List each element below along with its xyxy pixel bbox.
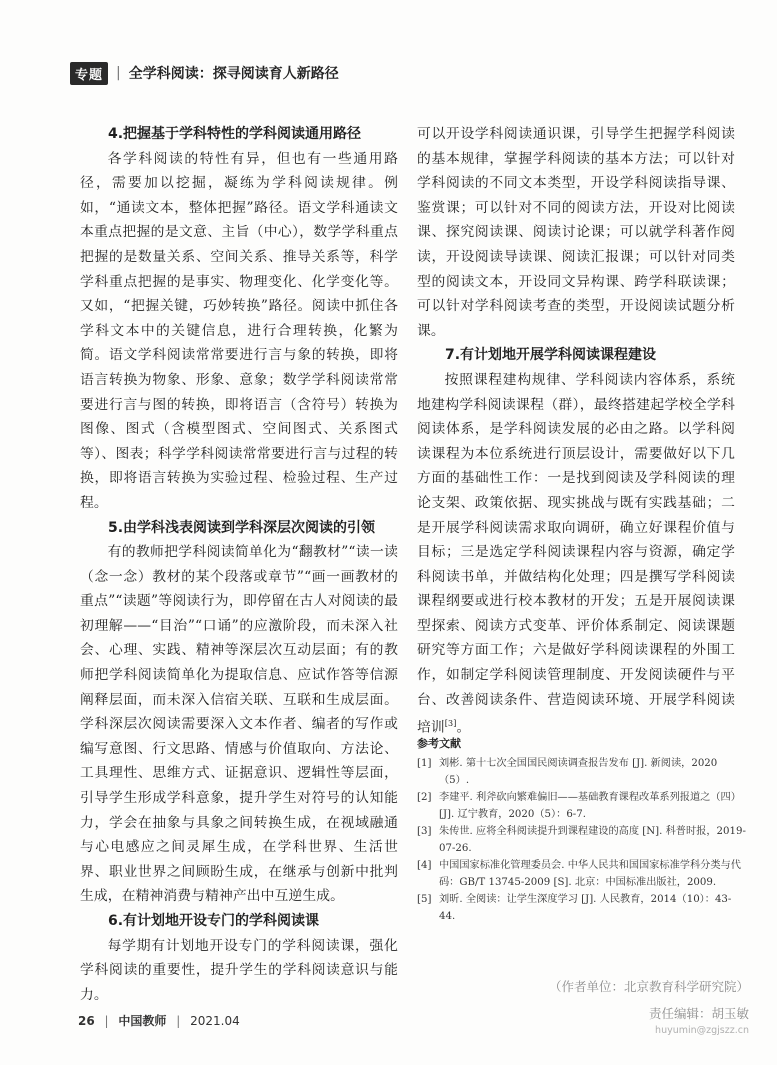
reference-item [417,857,747,891]
paragraph-7: 按照课程建构规律、学科阅读内容体系，系统地建构学科阅读课程（群），最终搭建起学校全学科阅读体系，是学科阅读发展的必由之路。以学科阅读课程为本位系统进行顶层设计，需要做好以下几方面的基础性工作：一是找到阅读及学科阅读的理论支架、政策依据、现实挑战与既有实践基础；二是开展学科阅读需求取向调研，确立好课程价值与目标；三是选定学科阅读课程内容与资源，确定学科阅读书单，并做结构化处理；四是撰写学科阅读课程纲要或进行校本教材的开发；五是开展阅读课型探索、阅读方式变革、评价体系制定、阅读课题研究等方面工作；六是做好学科阅读课程的外围工作，如制定学科阅读管理制度、开发阅读硬件与平台、改善阅读条件、营造阅读环境、开展学科阅读培训[3]。 [417,371,735,736]
reference-number: [4] [417,860,432,871]
header-separator: | [116,65,121,81]
reference-text: 刘昕. 全阅读：让学生深度学习 [J]. 人民教育，2014（10）：43-44. [439,894,732,922]
paragraph-7-text: 按照课程建构规律、学科阅读内容体系，系统地建构学科阅读课程（群），最终搭建起学校全学科阅读体系，是学科阅读发展的必由之路。以学科阅读课程为本位系统进行顶层设计，需要做好以下几方面的基础性工作：一是找到阅读及学科阅读的理论支架、政策依据、现实挑战与既有实践基础；二是开展学科阅读需求取向调研，确立好课程价值与目标；三是选定学科阅读课程内容与资源，确定学科阅读书单，并做结构化处理；四是撰写学科阅读课程纲要或进行校本教材的开发；五是开展阅读课型探索、阅读方式变革、评价体系制定、阅读课题研究等方面工作；六是做好学科阅读课程的外围工作，如制定学科阅读管理制度、开发阅读硬件与平台、改善阅读条件、营造阅读环境、开展学科阅读培训 [417,371,735,736]
editor-email: huyumin@zgjszz.cn [655,1025,749,1036]
paragraph-5: 有的教师把学科阅读简单化为“翻教材”“读一读（念一念）教材的某个段落或章节”“画一画教材的重点”“读题”等阅读行为，即停留在古人对阅读的最初理解——“目治”“口诵”的应激阶段，而未深入社会、心理、实践、精神等深层次互动层面；有的教师把学科阅读简单化为提取信息、应试作答等信源阐释层面，而未深入信宿关联、互联和生成层面。学科深层次阅读需要深入文本作者、编者的写作或编写意图、行文思路、情感与价值取向、方法论、工具理性、思维方式、证据意识、逻辑性等层面，引导学生形成学科意象，提升学生对符号的认知能力，学会在抽象与具象之间转换生成，在视域融通与心电感应之间灵犀生成，在学科世界、生活世界、职业世界之间顾盼生成，在继承与创新中批判生成，在精神消费与精神产出中互逆生成。 [80,544,398,905]
reference-item [417,823,747,857]
paragraph-4: 各学科阅读的特性有异，但也有一些通用路径，需要加以挖掘，凝练为学科阅读规律。例如，“通读文本，整体把握”路径。语文学科通读文本重点把握的是文意、主旨（中心），数学学科重点把握的是数量关系、空间关系、推导关系等，科学学科重点把握的是事实、物理变化、化学变化等。又如，“把握关键，巧妙转换”路径。阅读中抓住各学科文本中的关键信息，进行合理转换，化繁为简。语文学科阅读常常要进行言与象的转换，即将语言转换为物象、形象、意象；数学学科阅读常常要进行言与图的转换，即将语言（含符号）转换为图像、图式（含模型图式、空间图式、关系图式等）、图表；科学学科阅读常常要进行言与过程的转换，即将语言转换为实验过程、检验过程、生产过程。 [80,150,398,511]
references-title: 参考文献 [417,737,461,750]
reference-number: [5] [417,894,432,905]
reference-item [417,891,747,925]
section-badge: 专题 [70,62,108,85]
right-column [417,122,735,740]
left-column [80,122,398,1007]
reference-text: 刘彬. 第十七次全国国民阅读调查报告发布 [J]. 新阅读，2020（5）. [439,758,718,786]
journal-name: 中国教师 [118,1014,167,1028]
reference-item [417,789,747,823]
citation-mark: [3] [444,719,457,729]
reference-text: 朱传世. 应将全科阅读提升到课程建设的高度 [N]. 科普时报，2019-07-26. [439,826,746,854]
reference-number: [2] [417,792,432,803]
references [417,735,747,925]
section-heading-4: 4.把握基于学科特性的学科阅读通用路径 [108,126,362,142]
reference-text: 李建平. 利斧砍向繁难偏旧——基础教育课程改革系列报道之（四）[J]. 辽宁教育，2020（5）：6-7. [439,792,741,820]
reference-number: [1] [417,758,432,769]
section-heading-7: 7.有计划地开展学科阅读课程建设 [445,347,657,364]
responsible-editor: 责任编辑：胡玉敏 [648,1006,749,1021]
section-heading-5: 5.由学科浅表阅读到学科深层次阅读的引领 [108,519,376,536]
page-number: 26 [78,1014,95,1028]
page-header [70,58,339,88]
reference-item [417,755,747,789]
header-title: 全学科阅读：探寻阅读育人新路径 [128,66,339,82]
reference-text: 中国国家标准化管理委员会. 中华人民共和国国家标准学科分类与代码：GB/T 13745-2009 [S]. 北京：中国标准出版社，2009. [439,860,741,888]
page-footer [78,1012,240,1029]
paragraph-6: 每学期有计划地开设专门的学科阅读课，强化学科阅读的重要性，提升学生的学科阅读意识与能力。 [80,937,398,1003]
issue-number: 2021.04 [190,1014,240,1028]
author-unit: （作者单位：北京教育科学研究院） [548,979,749,994]
footer-separator: | [176,1014,181,1028]
reference-number: [3] [417,826,432,837]
section-heading-6: 6.有计划地开设专门的学科阅读课 [108,913,320,929]
paragraph-6-continued: 可以开设学科阅读通识课，引导学生把握学科阅读的基本规律，掌握学科阅读的基本方法；可以针对学科阅读的不同文本类型，开设学科阅读指导课、鉴赏课；可以针对不同的阅读方法，开设对比阅读课、探究阅读课、阅读讨论课；可以就学科著作阅读，开设阅读导读课、阅读汇报课；可以针对同类型的阅读文本，开设同文异构课、跨学科联读课；可以针对学科阅读考查的类型，开设阅读试题分析课。 [417,126,735,339]
footer-separator: | [104,1014,109,1028]
